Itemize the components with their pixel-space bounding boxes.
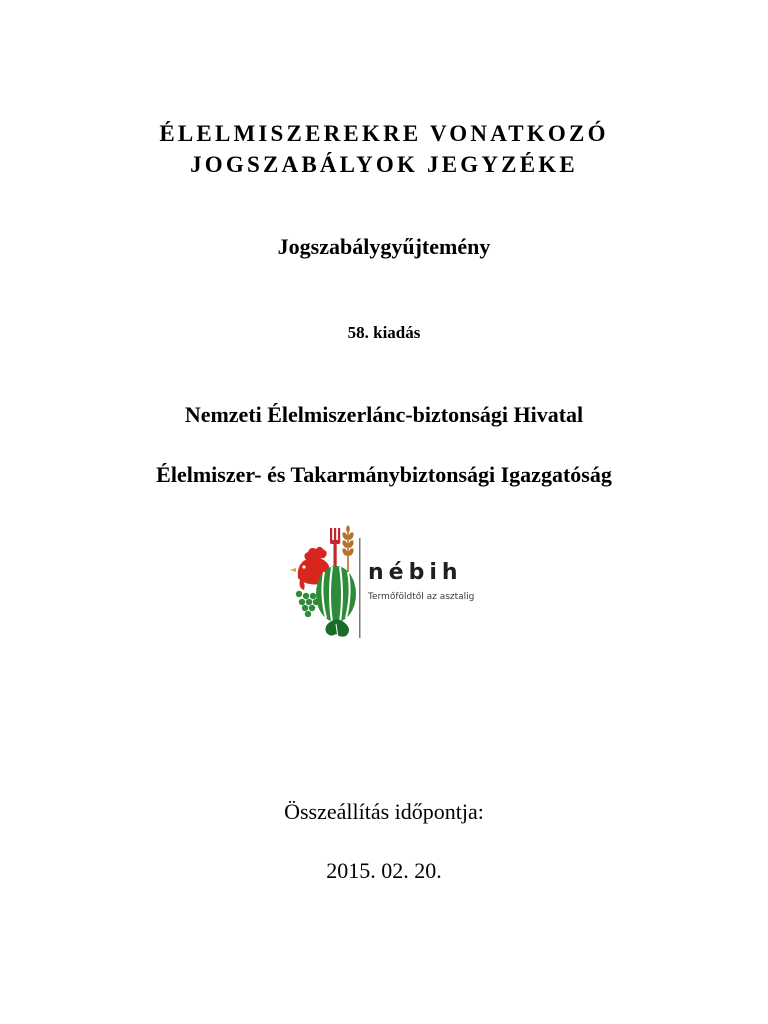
document-title	[0, 118, 768, 180]
watermelon-icon	[316, 566, 356, 622]
logo-wordmark: nébih	[368, 560, 463, 585]
grapes-icon	[296, 591, 319, 617]
fork-icon	[330, 528, 340, 571]
leaf-icon	[326, 619, 350, 638]
nebih-logo	[288, 520, 480, 642]
organization-name: Nemzeti Élelmiszerlánc-biztonsági Hivatal	[184, 402, 584, 427]
logo-divider	[359, 538, 361, 638]
wheat-icon	[341, 526, 354, 575]
document-subtitle: Jogszabálygyűjtemény	[277, 234, 491, 259]
compiled-date-value: 2015. 02. 20.	[326, 858, 442, 883]
edition-number: 58. kiadás	[347, 323, 421, 342]
title-line-2: JOGSZABÁLYOK JEGYZÉKE	[190, 152, 578, 177]
compiled-date-label: Összeállítás időpontja:	[284, 799, 484, 824]
title-line-1: ÉLELMISZEREKRE VONATKOZÓ	[159, 121, 609, 146]
logo-tagline: Termőföldtől az asztalig	[368, 592, 475, 602]
directorate-name: Élelmiszer- és Takarmánybiztonsági Igazgatóság	[156, 462, 612, 487]
